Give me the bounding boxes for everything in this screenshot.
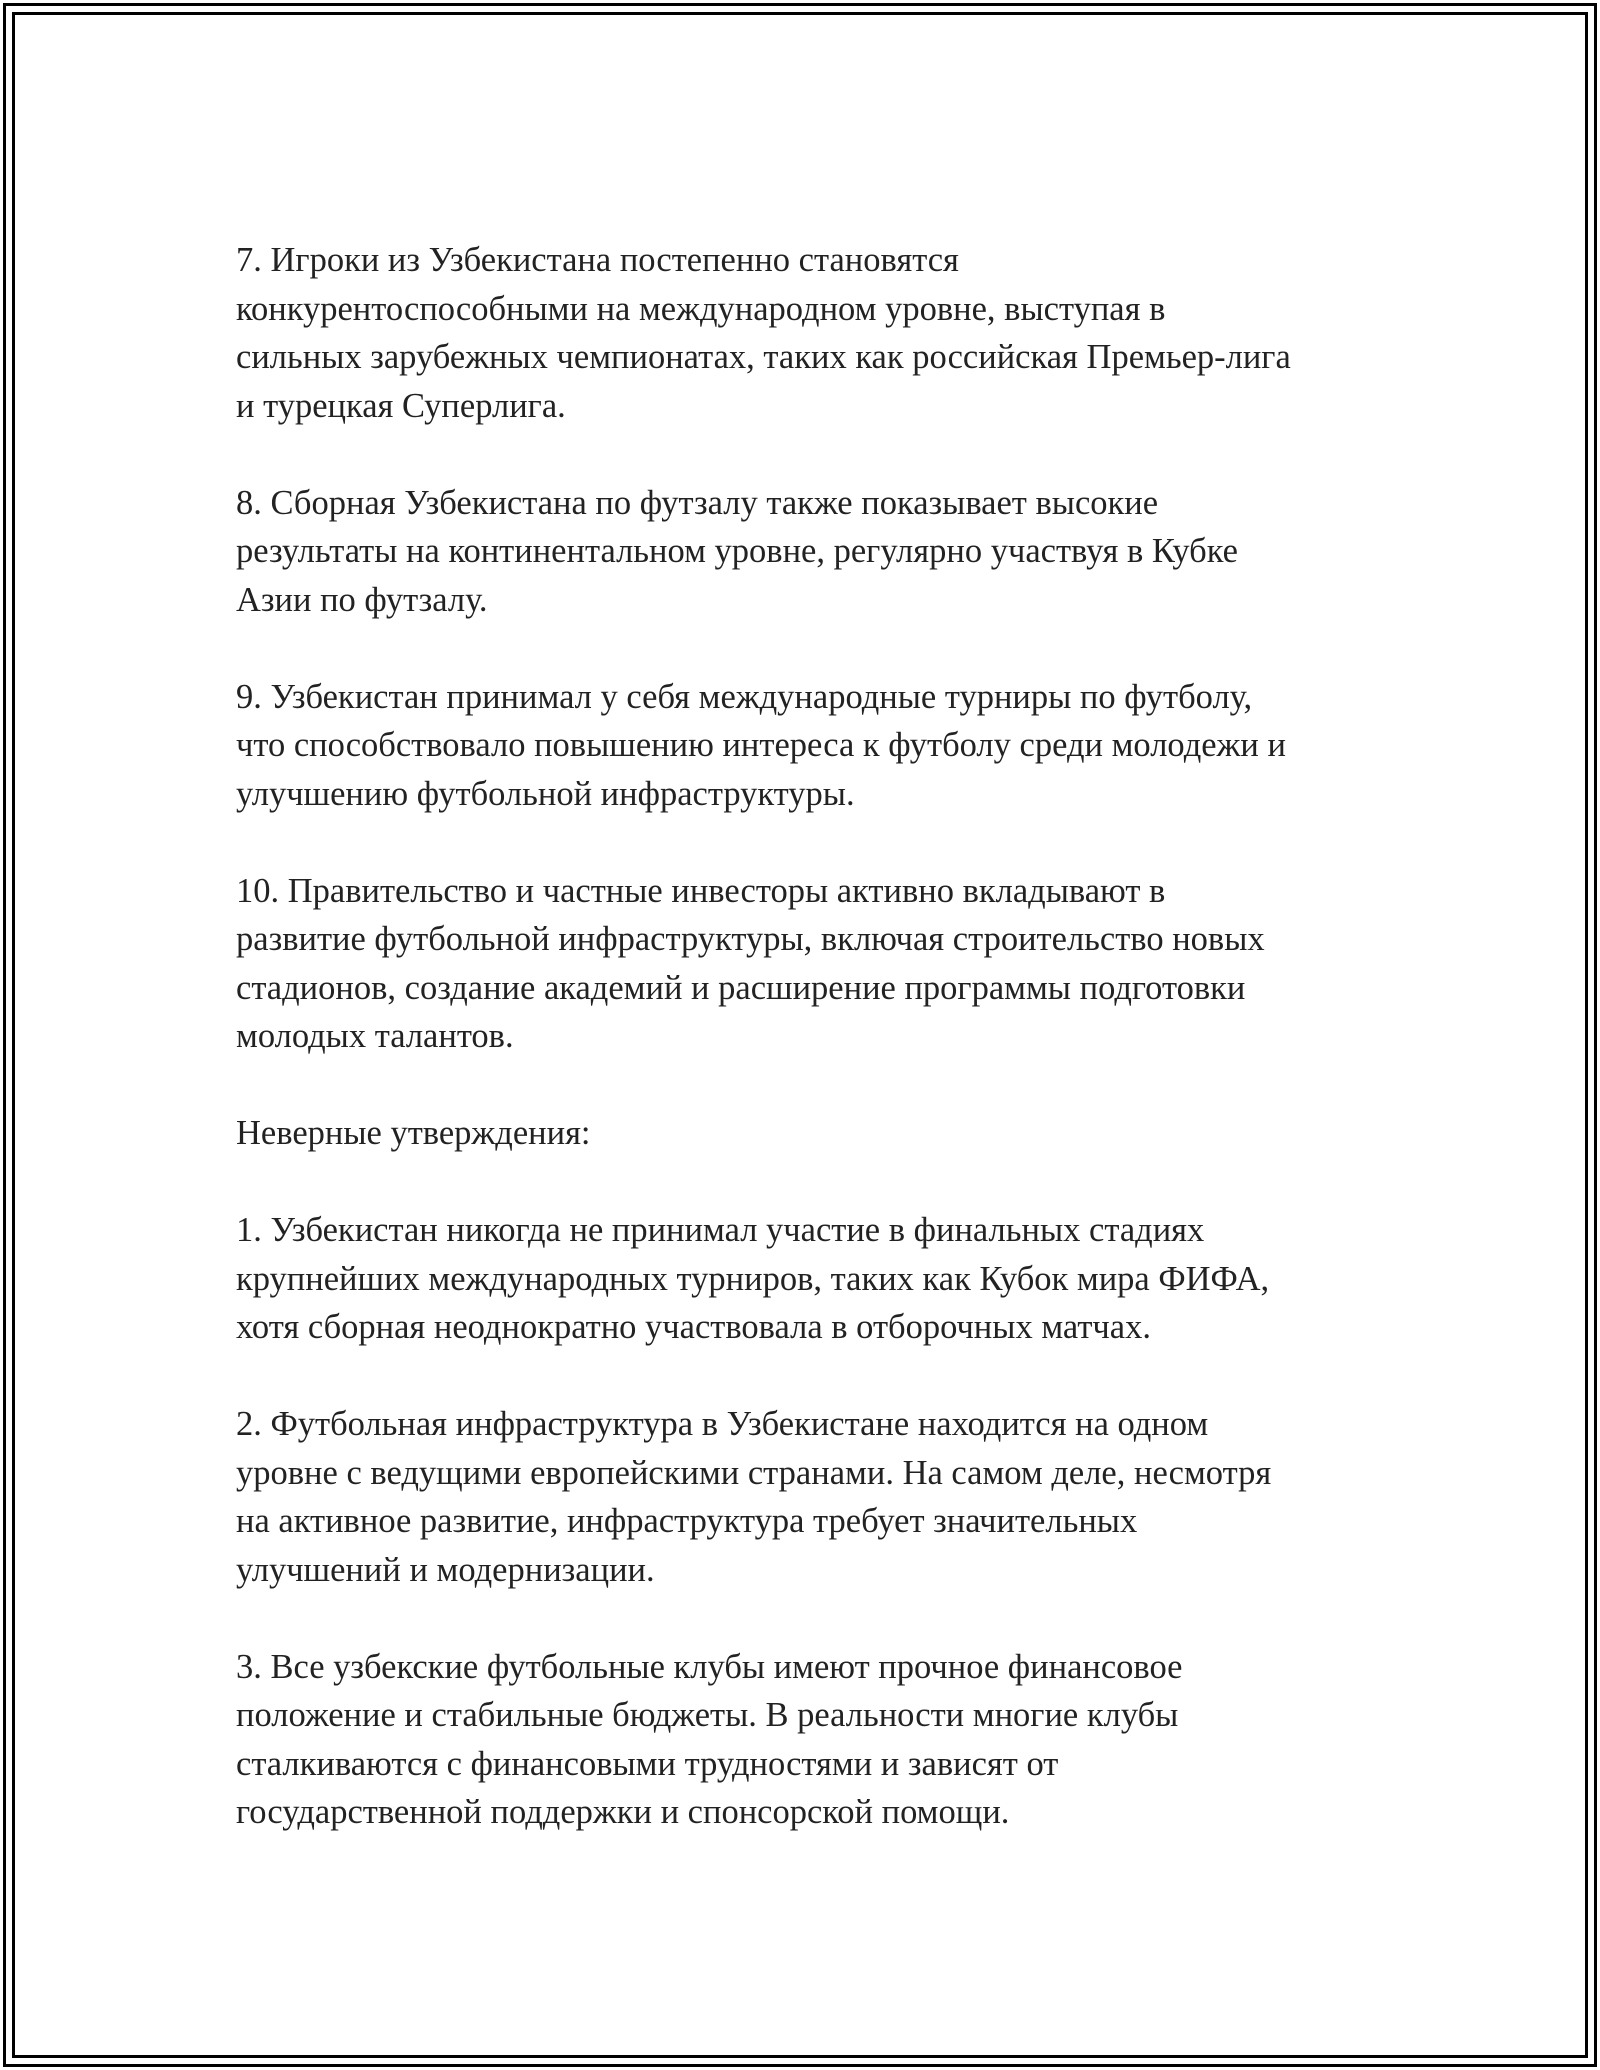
document-body	[236, 236, 1366, 1885]
paragraph-false-statement-1	[236, 1206, 1366, 1352]
text-line: 9. Узбекистан принимал у себя международные турниры по футболу,	[236, 677, 1253, 716]
paragraph-false-statement-2	[236, 1400, 1366, 1594]
text-line: 10. Правительство и частные инвесторы активно вкладывают в	[236, 871, 1166, 910]
text-line: 1. Узбекистан никогда не принимал участие в финальных стадиях	[236, 1211, 1205, 1249]
text-line: хотя сборная неоднократно участвовала в отборочных матчах.	[236, 1308, 1151, 1346]
text-line: конкурентоспособными на международном уровне, выступая в	[236, 289, 1166, 328]
text-line: улучшению футбольной инфраструктуры.	[236, 774, 855, 813]
text-line: сталкиваются с финансовыми трудностями и зависят от	[236, 1744, 1059, 1783]
text-line: и турецкая Суперлига.	[236, 386, 566, 425]
paragraph-statement-8	[236, 479, 1366, 625]
text-line: улучшений и модернизации.	[236, 1550, 655, 1589]
text-line: государственной поддержки и спонсорской помощи.	[236, 1793, 1010, 1831]
paragraph-statement-9	[236, 673, 1366, 819]
text-line: на активное развитие, инфраструктура требует значительных	[236, 1502, 1138, 1540]
text-line: Азии по футзалу.	[236, 580, 488, 619]
paragraph-false-statement-3	[236, 1643, 1366, 1837]
text-line: 7. Игроки из Узбекистана постепенно становятся	[236, 241, 959, 279]
section-heading-false-statements	[236, 1109, 1366, 1158]
text-line: положение и стабильные бюджеты. В реальности многие клубы	[236, 1696, 1179, 1734]
text-line: результаты на континентальном уровне, регулярно участвуя в Кубке	[236, 532, 1238, 570]
text-line: сильных зарубежных чемпионатах, таких как российская Премьер-лига	[236, 338, 1291, 376]
text-line: что способствовало повышению интереса к футболу среди молодежи и	[236, 726, 1286, 764]
paragraph-statement-10	[236, 867, 1366, 1061]
text-line: 2. Футбольная инфраструктура в Узбекистане находится на одном	[236, 1405, 1209, 1443]
text-line: развитие футбольной инфраструктуры, включая строительство новых	[236, 920, 1265, 958]
text-line: молодых талантов.	[236, 1017, 514, 1055]
text-line: 8. Сборная Узбекистана по футзалу также показывает высокие	[236, 483, 1159, 522]
text-line: стадионов, создание академий и расширение программы подготовки	[236, 968, 1246, 1007]
text-line: крупнейших международных турниров, таких как Кубок мира ФИФА,	[236, 1259, 1270, 1298]
text-line: 3. Все узбекские футбольные клубы имеют прочное финансовое	[236, 1647, 1183, 1686]
paragraph-statement-7	[236, 236, 1366, 430]
text-line: Неверные утверждения:	[236, 1114, 591, 1152]
text-line: уровне с ведущими европейскими странами. На самом деле, несмотря	[236, 1453, 1272, 1492]
